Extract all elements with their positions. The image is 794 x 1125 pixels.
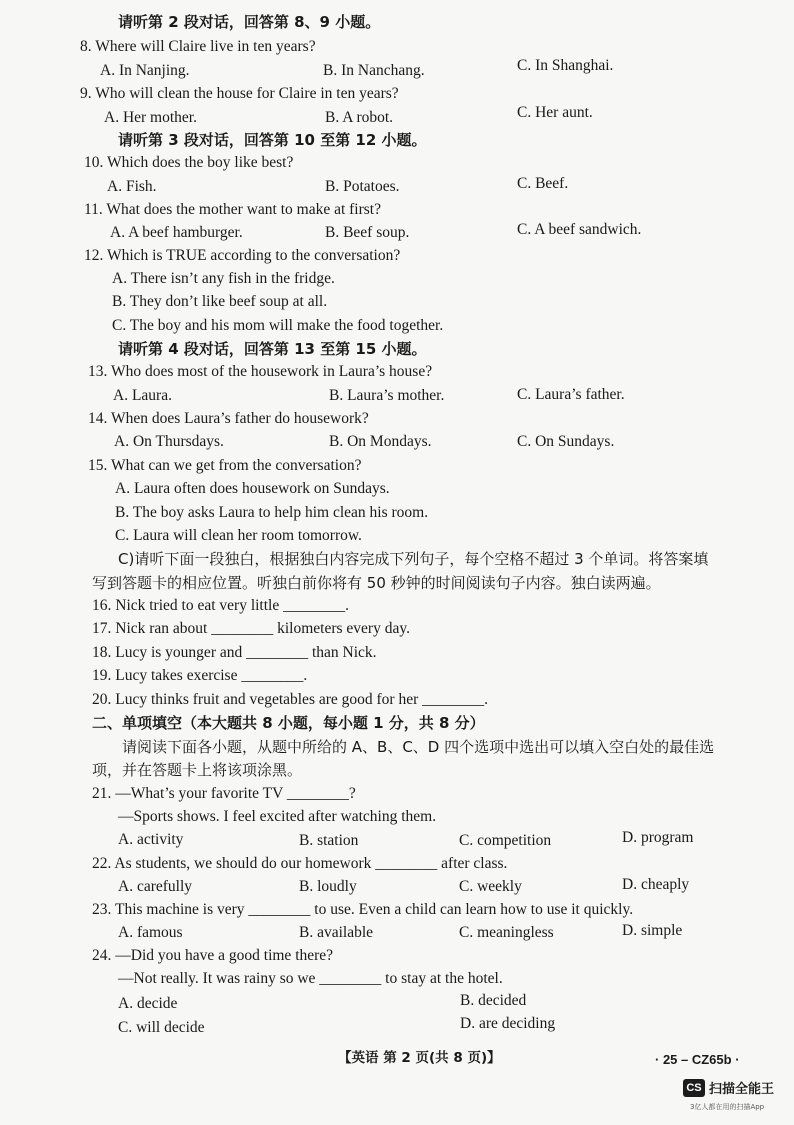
text-line: 写到答题卡的相应位置。听独白前你将有 50 秒钟的时间阅读句子内容。独白读两遍。: [92, 574, 661, 592]
text-line: B. In Nanchang.: [323, 62, 425, 79]
text-line: 18. Lucy is younger and ________ than Nick.: [92, 644, 377, 661]
text-line: B. Beef soup.: [325, 224, 410, 241]
text-line: C. The boy and his mom will make the food together.: [112, 317, 444, 334]
text-line: C. Laura will clean her room tomorrow.: [115, 527, 362, 544]
text-line: A. There isn’t any fish in the fridge.: [112, 270, 335, 287]
text-line: 项，并在答题卡上将该项涂黑。: [92, 761, 303, 779]
text-line: 请听第 3 段对话，回答第 10 至第 12 小题。: [118, 131, 427, 149]
text-line: 请听第 2 段对话，回答第 8、9 小题。: [118, 13, 381, 31]
text-line: B. station: [299, 832, 359, 849]
text-line: 24. —Did you have a good time there?: [92, 947, 334, 964]
text-line: 23. This machine is very ________ to use. Even a child can learn how to use it quickly.: [92, 901, 634, 918]
text-line: 10. Which does the boy like best?: [84, 154, 294, 171]
text-line: C. meaningless: [459, 924, 554, 941]
text-line: 15. What can we get from the conversation?: [88, 457, 362, 474]
text-line: 请听第 4 段对话，回答第 13 至第 15 小题。: [118, 340, 427, 358]
text-line: B. Potatoes.: [325, 178, 400, 195]
text-line: C. On Sundays.: [517, 433, 615, 450]
text-line: A. Laura often does housework on Sundays.: [115, 480, 390, 497]
text-line: D. cheaply: [622, 876, 690, 893]
text-line: A. A beef hamburger.: [110, 224, 243, 241]
text-line: A. carefully: [118, 878, 193, 895]
text-line: B. They don’t like beef soup at all.: [112, 293, 328, 310]
text-line: A. decide: [118, 995, 178, 1012]
camscanner-name: 扫描全能王: [709, 1082, 775, 1097]
text-line: 22. As students, we should do our homework ________ after class.: [92, 855, 508, 872]
text-line: B. loudly: [299, 878, 357, 895]
text-line: 9. Who will clean the house for Claire in ten years?: [80, 85, 399, 102]
text-line: 17. Nick ran about ________ kilometers every day.: [92, 620, 410, 637]
text-line: C. In Shanghai.: [517, 57, 614, 74]
text-line: 20. Lucy thinks fruit and vegetables are good for her ________.: [92, 691, 489, 708]
text-line: 21. —What’s your favorite TV ________?: [92, 785, 356, 802]
text-line: A. Fish.: [107, 178, 157, 195]
text-line: —Sports shows. I feel excited after watching them.: [118, 808, 437, 825]
text-line: —Not really. It was rainy so we ________ to stay at the hotel.: [118, 970, 503, 987]
text-line: C. Her aunt.: [517, 104, 593, 121]
text-line: B. Laura’s mother.: [329, 387, 445, 404]
text-line: 12. Which is TRUE according to the conversation?: [84, 247, 401, 264]
text-line: 11. What does the mother want to make at first?: [84, 201, 381, 218]
text-line: D. program: [622, 829, 694, 846]
text-line: C. weekly: [459, 878, 522, 895]
paper-code: · 25 – CZ65b ·: [655, 1052, 740, 1067]
text-line: B. The boy asks Laura to help him clean his room.: [115, 504, 429, 521]
text-line: B. decided: [460, 992, 527, 1009]
text-line: 二、单项填空（本大题共 8 小题，每小题 1 分，共 8 分）: [92, 714, 485, 732]
text-line: 19. Lucy takes exercise ________.: [92, 667, 308, 684]
text-line: C. A beef sandwich.: [517, 221, 642, 238]
text-line: 16. Nick tried to eat very little ________.: [92, 597, 349, 614]
text-line: 13. Who does most of the housework in Laura’s house?: [88, 363, 433, 380]
text-line: B. A robot.: [325, 109, 394, 126]
text-line: A. On Thursdays.: [114, 433, 224, 450]
page-footer-label: 【英语 第 2 页(共 8 页)】: [338, 1050, 501, 1066]
text-line: A. In Nanjing.: [100, 62, 190, 79]
text-line: 14. When does Laura’s father do housework?: [88, 410, 369, 427]
text-line: A. Laura.: [113, 387, 172, 404]
text-line: C. Beef.: [517, 175, 569, 192]
text-line: A. Her mother.: [104, 109, 197, 126]
text-line: B. available: [299, 924, 374, 941]
text-line: D. are deciding: [460, 1015, 556, 1032]
camscanner-tagline: 3亿人都在用的扫描App: [690, 1103, 765, 1111]
text-line: C. will decide: [118, 1019, 205, 1036]
text-line: A. activity: [118, 831, 184, 848]
text-line: 8. Where will Claire live in ten years?: [80, 38, 316, 55]
text-line: A. famous: [118, 924, 183, 941]
camscanner-logo-icon: CS: [683, 1079, 705, 1097]
text-line: 请阅读下面各小题，从题中所给的 A、B、C、D 四个选项中选出可以填入空白处的最佳选: [122, 738, 715, 756]
text-line: C)请听下面一段独白，根据独白内容完成下列句子，每个空格不超过 3 个单词。将答案填: [118, 550, 709, 568]
text-line: B. On Mondays.: [329, 433, 432, 450]
text-line: C. competition: [459, 832, 552, 849]
text-line: C. Laura’s father.: [517, 386, 625, 403]
text-line: D. simple: [622, 922, 683, 939]
